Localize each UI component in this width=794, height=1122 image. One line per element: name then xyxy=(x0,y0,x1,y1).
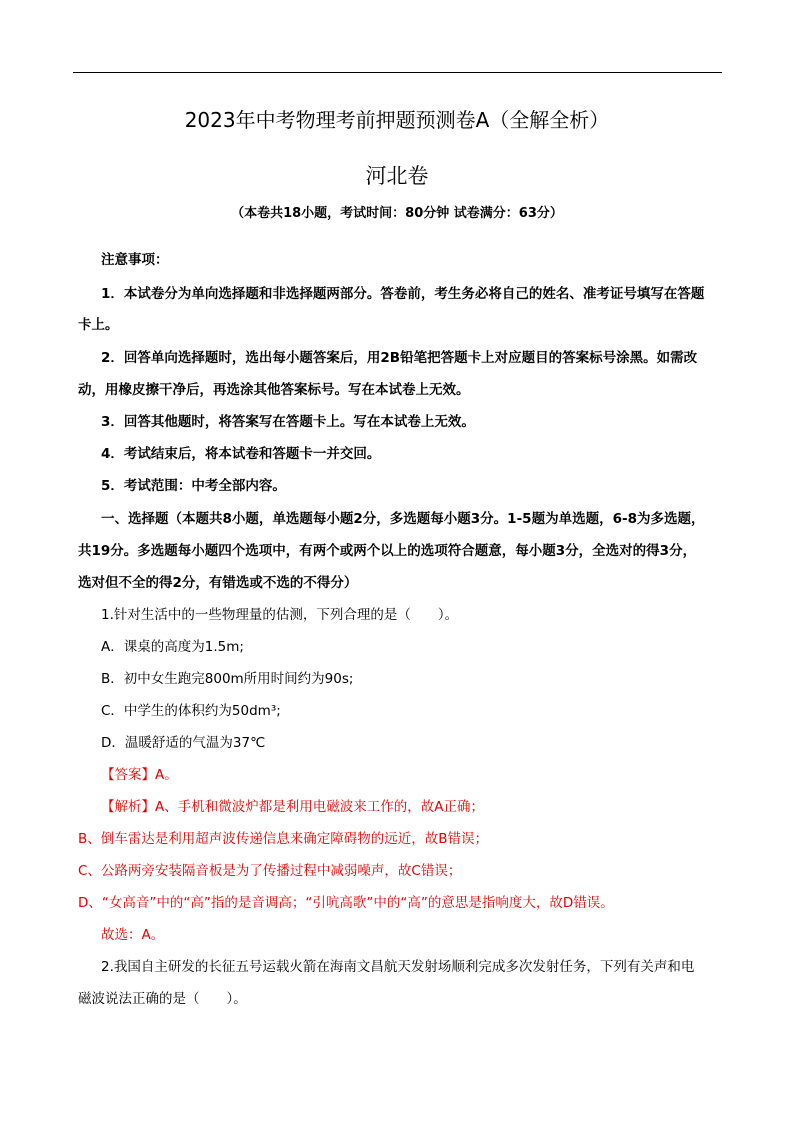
q1-explanation-2: B、倒车雷达是利用超声波传递信息来确定障碍物的远近，故B错误； xyxy=(78,831,489,847)
notice-item-3: 3．回答其他题时，将答案写在答题卡上。写在本试卷上无效。 xyxy=(101,414,475,430)
page-subtitle: 河北卷 xyxy=(365,164,429,188)
q1-option-b: B．初中女生跑完800m所用时间约为90s; xyxy=(101,671,354,687)
notice-heading: 注意事项： xyxy=(101,252,169,268)
q2-stem: 2.我国自主研发的长征五号运载火箭在海南文昌航天发射场顺利完成多次发射任务，下列有关声和电 xyxy=(101,959,695,975)
q1-answer: 【答案】A。 xyxy=(101,767,178,783)
header-rule xyxy=(73,72,722,73)
q1-option-d: D．温暖舒适的气温为37℃ xyxy=(101,735,266,751)
q2-stem-cont: 磁波说法正确的是（ ）。 xyxy=(78,991,247,1007)
notice-item-5: 5．考试范围：中考全部内容。 xyxy=(101,478,286,494)
q1-explanation-1: 【解析】A、手机和微波炉都是利用电磁波来工作的，故A正确； xyxy=(101,799,484,815)
exam-info: （本卷共18小题，考试时间：80分钟 试卷满分：63分） xyxy=(231,206,563,221)
q1-option-a: A．课桌的高度为1.5m; xyxy=(101,639,244,655)
q1-explanation-4: D、“女高音”中的“高”指的是音调高；“引吭高歌”中的“高”的意思是指响度大，故D错误。 xyxy=(78,895,614,911)
q1-explanation-3: C、公路两旁安装隔音板是为了传播过程中减弱噪声，故C错误； xyxy=(78,863,462,879)
notice-item-1-cont: 卡上。 xyxy=(78,317,119,333)
q1-choice: 故选：A。 xyxy=(101,927,165,943)
section-heading: 一、选择题（本题共8小题，单选题每小题2分，多选题每小题3分。1-5题为单选题，6-8为多选题， xyxy=(101,511,705,527)
section-heading-cont-2: 选对但不全的得2分，有错选或不选的不得分） xyxy=(78,575,358,591)
q1-option-c: C．中学生的体积约为50dm³; xyxy=(101,703,281,719)
notice-item-1: 1．本试卷分为单向选择题和非选择题两部分。答卷前，考生务必将自己的姓名、准考证号填写在答题 xyxy=(101,286,705,302)
section-heading-cont-1: 共19分。多选题每小题四个选项中，有两个或两个以上的选项符合题意，每小题3分，全选对的得3分， xyxy=(78,543,697,559)
notice-item-4: 4．考试结束后，将本试卷和答题卡一并交回。 xyxy=(101,446,381,462)
notice-item-2-cont: 动，用橡皮擦干净后，再选涂其他答案标号。写在本试卷上无效。 xyxy=(78,382,470,398)
q1-stem: 1.针对生活中的一些物理量的估测，下列合理的是（ ）。 xyxy=(101,607,459,623)
page-title: 2023年中考物理考前押题预测卷A（全解全析） xyxy=(184,108,610,132)
notice-item-2: 2．回答单向选择题时，选出每小题答案后，用2B铅笔把答题卡上对应题目的答案标号涂黑。如需改 xyxy=(101,350,698,366)
